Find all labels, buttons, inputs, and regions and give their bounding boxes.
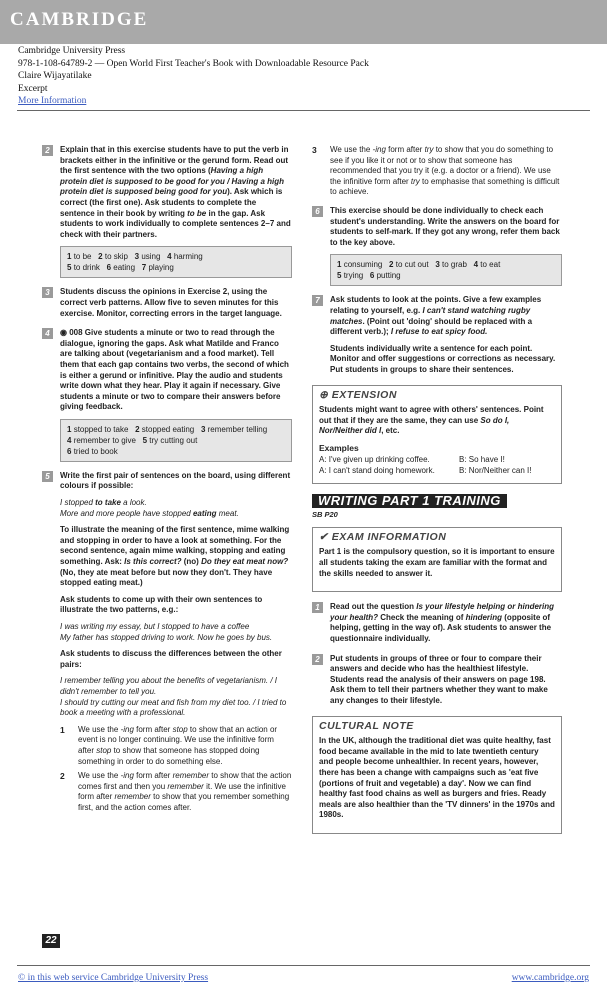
step-number: 3 — [42, 287, 53, 298]
note-3: 3 We use the -ing form after try to show that you do something to see if you like it or not or to show that someone has recommended that you try it (e.g. a doctor or a friend). We use the infinitive form after try to emphasise that something is difficult to achieve. — [312, 145, 560, 197]
publisher: Cambridge University Press — [18, 46, 126, 56]
audio-icon: ◉ — [60, 328, 67, 338]
isbn-title: 978-1-108-64789-2 — Open World First Teacher's Book with Downloadable Resource Pack — [18, 58, 369, 69]
step-number: 5 — [42, 471, 53, 482]
page-number: 22 — [42, 934, 60, 948]
writing-step-2: 2 Put students in groups of three or four to compare their answers and decide who has the healthiest lifestyle. Students read the analysis of their answers on page 198. Ask them to tell their partners whether they want to make any changes to their lifestyle. — [312, 654, 562, 707]
footer-divider — [17, 965, 590, 966]
more-information-link[interactable]: More Information — [18, 96, 87, 106]
extension-box: ⊕ EXTENSION Students might want to agree with others' sentences. Point out that if they are the same, they can use So do I, Nor/Neither did I, etc. Examples A: I've given up drinking coffee. B: So have I! A: I can't stand doing homework. B: Nor/Neither can I! — [312, 385, 562, 484]
excerpt-label: Excerpt — [18, 83, 48, 94]
header-divider — [17, 110, 590, 111]
step-4: 4 ◉ 008 Give students a minute or two to read through the dialogue, ignoring the gaps. Ask what Matilde and Franco are talking about (vegetarianism and a food market). Tell them that each gap contains two verbs, the second of which is either a gerund or infinitive. Play the audio and students write down what they hear. Play it again if necessary. Give students a minute or two to compare their answers before giving feedback. 1 stopped to take 2 stopped eating 3 remember telling 4 remember to give 5 try cutting out 6 tried to book — [42, 328, 292, 462]
note-1: 1 We use the -ing form after stop to show that an action or event is no longer continuing. We use the infinitive form after stop to show that someone has stopped doing something in order to do something else. — [60, 724, 278, 766]
step-number: 7 — [312, 295, 323, 306]
cambridge-website-link[interactable]: www.cambridge.org — [511, 973, 589, 983]
cultural-note-box: CULTURAL NOTE In the UK, although the traditional diet was quite healthy, fast food became available in the mid to late twentieth century and people become unhealthier. In recent years, however, there has been a change with campaigns such as 'eat five (portions of fruit and vegetable) a day'. Now we can find healthy fast food chains as well as burgers and fries. Ready meals are also healthier than the 'TV dinners' in the 1970s and 1980s. — [312, 716, 562, 834]
extension-heading: EXTENSION — [331, 388, 397, 401]
answer-key: 1 consuming 2 to cut out 3 to grab 4 to eat 5 trying 6 putting — [330, 254, 562, 286]
book-metadata — [18, 45, 369, 108]
left-column — [42, 145, 292, 823]
step-3: 3 Students discuss the opinions in Exercise 2, using the correct verb patterns. Allow five to seven minutes for this exercise. Monitor, correcting errors in the target language. — [42, 287, 292, 319]
exam-information-box: ✔ EXAM INFORMATION Part 1 is the compulsory question, so it is important to ensure all students taking the exam are familiar with the format and the skills needed to answer it. — [312, 527, 562, 592]
step-number: 4 — [42, 328, 53, 339]
example-row: A: I can't stand doing homework. B: Nor/Neither can I! — [319, 466, 532, 476]
step-6: 6 This exercise should be done individually to check each student's understanding. Write the answers on the board for students to self-mark. If they got any wrong, refer them back to the key above. 1 consuming 2 to cut out 3 to grab 4 to eat 5 trying 6 putting — [312, 206, 562, 286]
section-title: WRITING PART 1 TRAINING — [312, 494, 507, 509]
step-7: 7 Ask students to look at the points. Give a few examples relating to yourself, e.g. I can't stand watching rugby matches. (Point out 'doing' should be replaced with a different verb.); I refuse to eat spicy food. Students individually write a sentence for each point. Monitor and offer suggestions or corrections as necessary. Put students in groups to share their sentences. — [312, 295, 562, 375]
cultural-note-heading: CULTURAL NOTE — [319, 719, 414, 732]
examples-heading: Examples — [319, 442, 359, 453]
step-2: 2 Explain that in this exercise students have to put the verb in brackets either in the infinitive or the gerund form. Read out the first sentence with the two options (Having a high protein diet is supposed to be good for you / Having a high protein diet is supposed being good for you). Ask which is correct (the first one). Ask students to complete the sentence in their book by writing to be in the gap. Ask students to work individually to complete sentences 2–7 and check with their partners. 1 to be 2 to skip 3 using 4 harming 5 to drink 6 eating 7 playing — [42, 145, 292, 278]
answer-key: 1 to be 2 to skip 3 using 4 harming 5 to drink 6 eating 7 playing — [60, 246, 292, 278]
step-number: 2 — [312, 654, 323, 665]
copyright-link[interactable]: © in this web service Cambridge University Press — [18, 973, 209, 983]
answer-key: 1 stopped to take 2 stopped eating 3 remember telling 4 remember to give 5 try cutting out 6 tried to book — [60, 419, 292, 462]
step-number: 6 — [312, 206, 323, 217]
step-5: 5 Write the first pair of sentences on the board, using different colours if possible: I stopped to take a look. More and more people have stopped eating meat. To illustrate the meaning of the first sentence, mime walking and stopping in order to have a look at something. For the second sentence, again mime walking, stopping and eating something. Ask: Is this correct? (no) Do they eat meat now? (No, they ate meat before but now they don't. They have stopped eating meat.) Ask students to come up with their own sentences to illustrate the two patterns, e.g.: I was writing my essay, but I stopped to have a coffee My father has stopped driving to work. Now he goes by bus. Ask students to discuss the differences between the other pairs: I remember telling you about the benefits of vegetarianism. / I didn't remember to tell you. I should try cutting our meat and fish from my diet too. / I tried to book a meeting with a professional. 1 We use the -ing form after stop to show that an action or event is no longer continuing. We use the infinitive form after stop to show that someone has stopped doing something in order to do something else. 2 We use the -ing form after remember to show that the action comes first and then you remember it. We use the infinitive form after remember to show that you remember something first, and the action comes after. — [42, 471, 292, 814]
header-banner — [0, 0, 607, 44]
writing-section-header — [312, 494, 562, 521]
audio-track: 008 — [69, 328, 83, 338]
writing-step-1: 1 Read out the question Is your lifestyle helping or hindering your health? Check the meaning of hindering (opposite of helping, getting in the way of). Ask students to answer the questionnaire individually. — [312, 602, 562, 644]
right-column — [312, 145, 562, 844]
step-number: 2 — [42, 145, 53, 156]
cambridge-logo: CAMBRIDGE — [10, 9, 149, 30]
step-number: 1 — [312, 602, 323, 613]
plus-circle-icon: ⊕ — [319, 388, 329, 401]
example-row: A: I've given up drinking coffee. B: So have I! — [319, 455, 505, 465]
note-2: 2 We use the -ing form after remember to show that the action comes first and then you remember it. We use the infinitive form after remember to show that you remember something first, and the action comes after. — [60, 771, 292, 812]
check-circle-icon: ✔ — [319, 530, 329, 543]
author: Claire Wijayatilake — [18, 71, 92, 81]
student-book-page: SB P20 — [312, 510, 338, 520]
